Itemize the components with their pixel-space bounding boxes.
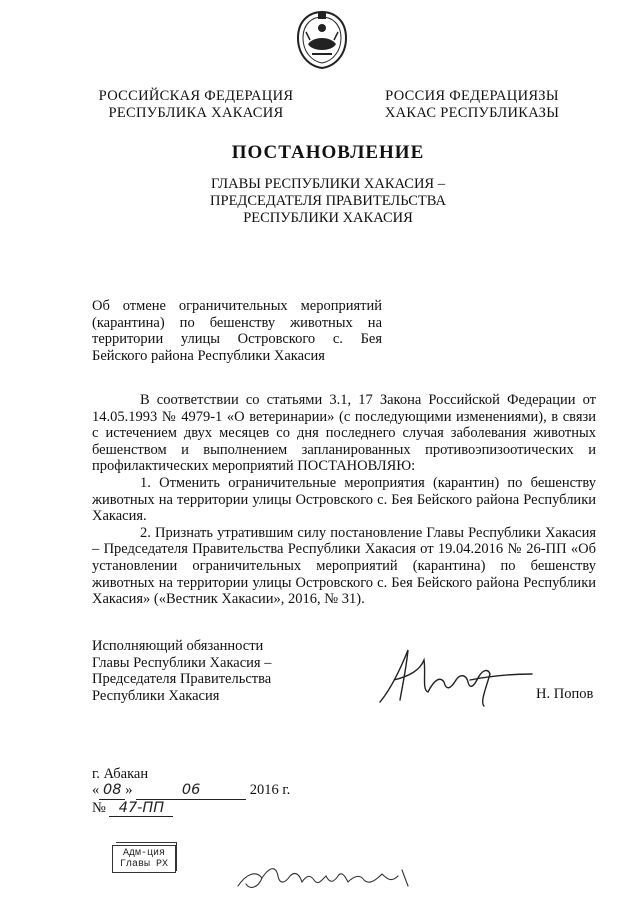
handwritten-signature [370,640,540,710]
header-left-line-2: РЕСПУБЛИКА ХАКАСИЯ [108,105,284,121]
header-russian-federation [96,88,296,122]
signatory-name: Н. Попов [536,686,594,702]
clerk-signature [232,856,432,896]
document-number [92,800,173,817]
date-close-quote: » [125,782,133,798]
header-left-line-1: РОССИЙСКАЯ ФЕДЕРАЦИЯ [98,88,294,104]
date-open-quote: « [92,782,100,798]
header-khakas [372,88,572,122]
position-line-1: Исполняющий обязанности [92,638,264,654]
body-item-2: 2. Признать утратившим силу постановление Главы Республики Хакасия – Председателя Правительства Республики Хакасия от 19.04.2016 № 26-ПП «Об установлении ограничительных мероприятий (карантина) по бешенству животных на территории улицы Островского с. Бея Бейского района Республики Хакасия» («Вестник Хакасии», 2016, № 31). [92,524,596,608]
document-subject: Об отмене ограничительных мероприятий (карантина) по бешенству животных на территории улицы Островского с. Бея Бейского района Республики Хакасия [92,298,382,364]
number-handwritten: 47-ПП [109,800,173,817]
stamp-line-1: Адм-ция [122,848,165,859]
position-line-3: Председателя Правительства [92,671,272,688]
document-title: ПОСТАНОВЛЕНИЕ [231,142,425,163]
registry-stamp [112,845,176,873]
document-body [92,392,596,608]
number-label: № [92,800,106,816]
coat-of-arms-emblem [294,10,350,70]
position-line-4: Республики Хакасия [92,687,220,704]
body-item-1: 1. Отменить ограничительные мероприятия (карантин) по бешенству животных на территории улицы Островского с. Бея Бейского района Республики Хакасия. [92,474,596,525]
position-line-2: Главы Республики Хакасия – [92,654,272,671]
issue-date [92,782,290,800]
date-year: 2016 г. [249,782,291,798]
issue-place: г. Абакан [92,766,149,782]
body-intro: В соответствии со статьями 3.1, 17 Закона Российской Федерации от 14.05.1993 № 4979-1 «О ветеринарии» (с последующими изменениями), в связи с истечением двух месяцев со дня последнего случая заболевания животных бешенством и выполнением запланированных противоэпизоотических и профилактических мероприятий ПОСТАНОВЛЯЮ: [92,392,596,475]
date-day-handwritten: 08 [99,782,125,800]
header-right-line-2: ХАКАС РЕСПУБЛИКАЗЫ [384,105,560,121]
document-issuer [150,176,506,227]
issuer-line-1: ГЛАВЫ РЕСПУБЛИКИ ХАКАСИЯ – [211,176,445,192]
issuer-line-2: ПРЕДСЕДАТЕЛЯ ПРАВИТЕЛЬСТВА [210,193,446,209]
signatory-position [92,638,322,704]
issuer-line-3: РЕСПУБЛИКИ ХАКАСИЯ [243,210,413,226]
header-right-line-1: РОССИЯ ФЕДЕРАЦИЯЗЫ [385,88,559,104]
stamp-line-2: Главы РХ [119,859,168,870]
date-month-handwritten: 06 [136,782,246,800]
